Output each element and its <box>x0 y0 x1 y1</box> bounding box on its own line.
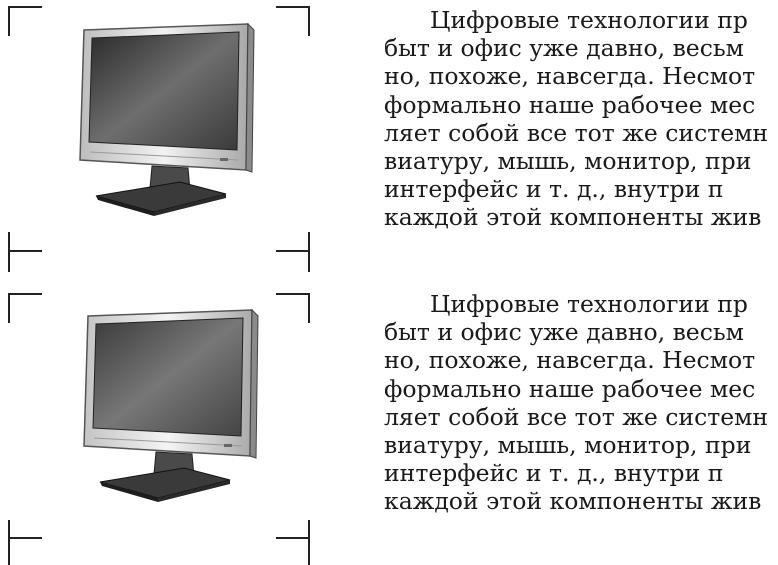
crop-mark <box>308 232 310 272</box>
text-line: формально наше рабочее мес <box>384 90 756 119</box>
text-line: Цифровые технологии пр <box>430 290 748 318</box>
crop-mark <box>276 6 310 8</box>
crop-mark <box>308 293 310 323</box>
crop-mark <box>8 6 10 36</box>
lcd-monitor-icon <box>70 20 260 220</box>
text-line: Цифровые технологии пр <box>430 6 748 34</box>
text-line: но, похоже, навсегда. Несмот <box>384 62 756 91</box>
text-line: каждой этой компоненты жив <box>384 487 762 516</box>
monitor-image <box>74 306 264 510</box>
text-line: формально наше рабочее мес <box>384 374 756 403</box>
text-line: интерфейс и т. д., внутри п <box>384 175 724 204</box>
paragraph <box>384 6 778 232</box>
lcd-monitor-icon <box>74 306 264 506</box>
crop-mark <box>308 6 310 36</box>
monitor-image <box>70 20 260 224</box>
text-line: ляет собой все тот же системн <box>384 402 769 431</box>
crop-mark <box>8 232 10 272</box>
text-line: каждой этой компоненты жив <box>384 203 762 232</box>
crop-mark <box>308 520 310 565</box>
crop-mark <box>8 293 10 323</box>
text-line: но, похоже, навсегда. Несмот <box>384 346 756 375</box>
paragraph <box>384 290 778 516</box>
crop-mark <box>8 6 42 8</box>
crop-mark <box>276 293 310 295</box>
text-line: интерфейс и т. д., внутри п <box>384 459 724 488</box>
text-line: виатуру, мышь, монитор, при <box>384 146 752 175</box>
crop-mark <box>276 537 310 539</box>
crop-mark <box>8 250 42 252</box>
crop-mark <box>8 520 10 565</box>
text-line: быт и офис уже давно, весьм <box>384 34 744 63</box>
crop-mark <box>276 250 310 252</box>
crop-mark <box>8 537 42 539</box>
text-line: ляет собой все тот же системн <box>384 118 769 147</box>
text-line: быт и офис уже давно, весьм <box>384 318 744 347</box>
crop-mark <box>8 293 42 295</box>
text-line: виатуру, мышь, монитор, при <box>384 430 752 459</box>
